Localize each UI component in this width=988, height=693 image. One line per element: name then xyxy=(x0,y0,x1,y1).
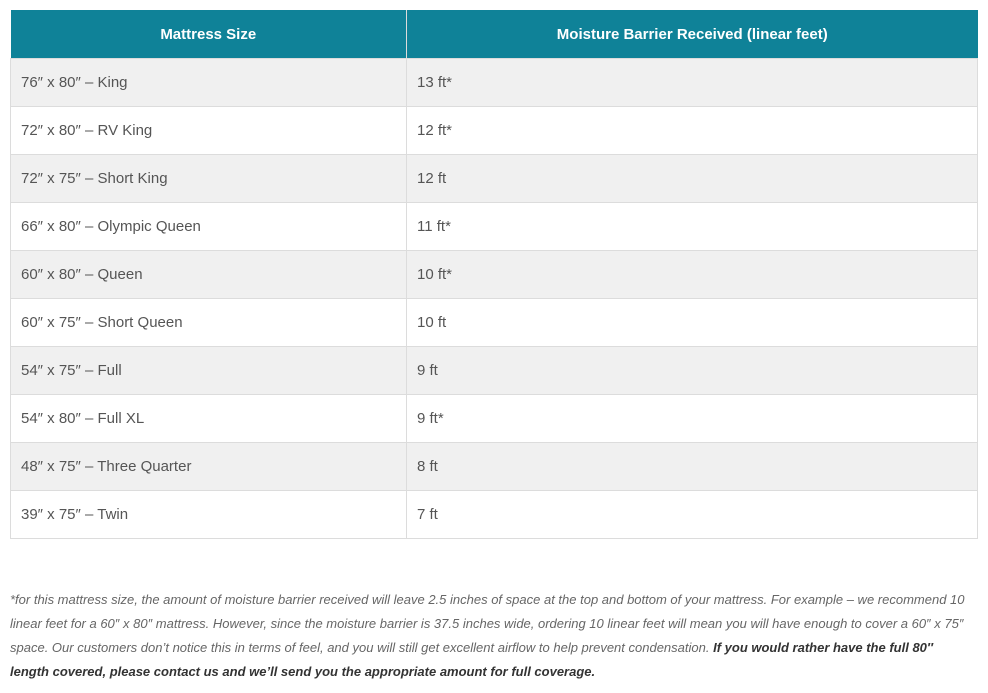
barrier-length-cell: 10 ft* xyxy=(407,251,978,299)
mattress-size-table xyxy=(10,10,978,539)
table-header-row xyxy=(11,10,978,59)
table-row xyxy=(11,443,978,491)
footnote xyxy=(10,588,970,684)
mattress-size-cell: 60″ x 75″ – Short Queen xyxy=(11,299,407,347)
mattress-size-cell: 48″ x 75″ – Three Quarter xyxy=(11,443,407,491)
table-row xyxy=(11,155,978,203)
mattress-size-cell: 39″ x 75″ – Twin xyxy=(11,491,407,539)
barrier-length-cell: 12 ft* xyxy=(407,107,978,155)
mattress-size-cell: 54″ x 80″ – Full XL xyxy=(11,395,407,443)
footnote-bold-text: If you would rather have the full 80″ length covered, please contact us and we’ll send you the appropriate amount for full coverage. xyxy=(10,640,934,679)
mattress-size-cell: 60″ x 80″ – Queen xyxy=(11,251,407,299)
table-row xyxy=(11,107,978,155)
barrier-length-cell: 8 ft xyxy=(407,443,978,491)
table-row xyxy=(11,59,978,107)
header-mattress-size: Mattress Size xyxy=(11,10,407,59)
barrier-length-cell: 10 ft xyxy=(407,299,978,347)
footnote-text: *for this mattress size, the amount of moisture barrier received will leave 2.5 inches of space at the top and bottom of your mattress. For example – we recommend 10 linear feet for a 60″ x 80″ mattress. However, since the moisture barrier is 37.5 inches wide, ordering 10 linear feet will mean you will have enough to cover a 60″ x 75″ space. Our customers don’t notice this in terms of feel, and you will still get excellent airflow to help prevent condensation. xyxy=(10,592,965,655)
mattress-size-cell: 72″ x 75″ – Short King xyxy=(11,155,407,203)
mattress-size-cell: 66″ x 80″ – Olympic Queen xyxy=(11,203,407,251)
barrier-length-cell: 9 ft* xyxy=(407,395,978,443)
barrier-length-cell: 13 ft* xyxy=(407,59,978,107)
table-row xyxy=(11,299,978,347)
table-row xyxy=(11,491,978,539)
mattress-size-cell: 54″ x 75″ – Full xyxy=(11,347,407,395)
table-row xyxy=(11,347,978,395)
mattress-size-cell: 76″ x 80″ – King xyxy=(11,59,407,107)
header-moisture-barrier: Moisture Barrier Received (linear feet) xyxy=(407,10,978,59)
barrier-length-cell: 7 ft xyxy=(407,491,978,539)
mattress-size-table-container xyxy=(10,10,977,539)
mattress-size-cell: 72″ x 80″ – RV King xyxy=(11,107,407,155)
barrier-length-cell: 11 ft* xyxy=(407,203,978,251)
table-row xyxy=(11,395,978,443)
table-row xyxy=(11,203,978,251)
barrier-length-cell: 9 ft xyxy=(407,347,978,395)
table-row xyxy=(11,251,978,299)
barrier-length-cell: 12 ft xyxy=(407,155,978,203)
